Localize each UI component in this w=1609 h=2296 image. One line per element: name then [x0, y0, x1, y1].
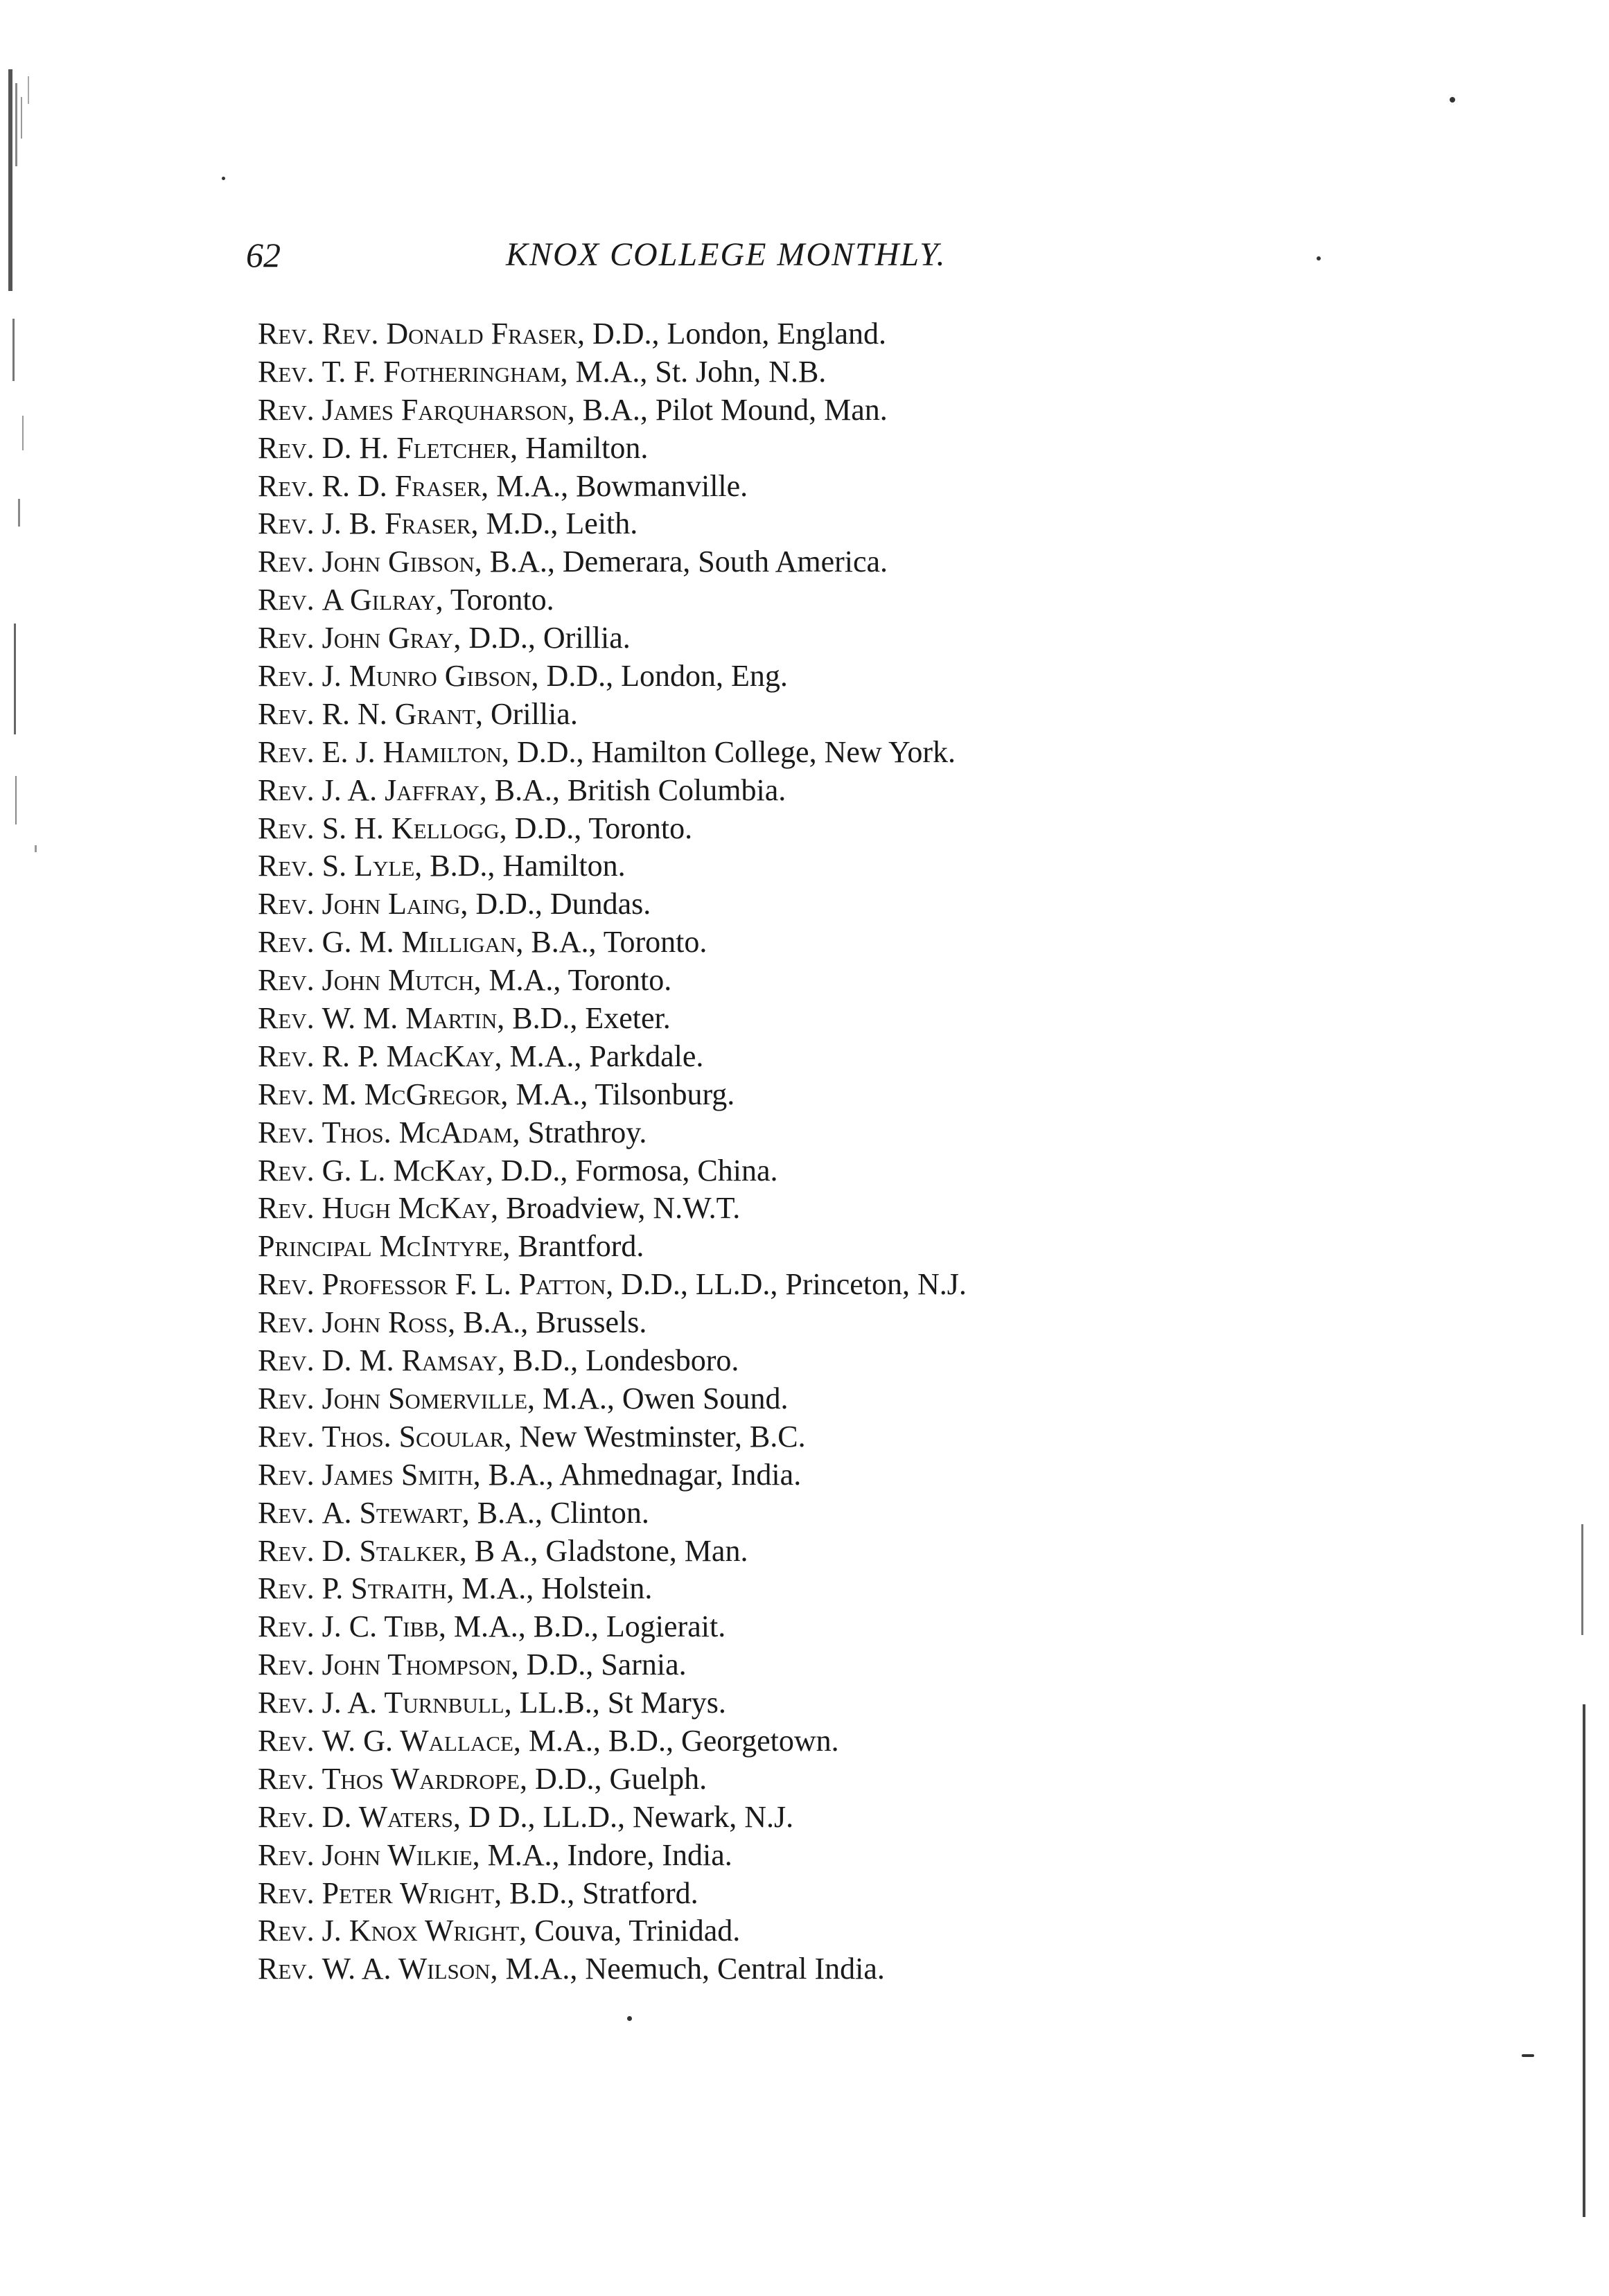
entry-title: Rev. — [258, 1837, 315, 1872]
entry-name: John Wilkie, — [322, 1837, 480, 1872]
entry-title: Rev. — [258, 659, 315, 694]
scan-edge-left — [7, 69, 55, 901]
name-list — [258, 315, 1505, 1988]
entry-details: Hamilton. — [525, 430, 649, 465]
entry-title: Rev. — [258, 1419, 315, 1454]
list-item — [258, 1608, 1505, 1646]
entry-name: T. F. Fotheringham, — [322, 354, 568, 389]
entry-name: P. Straith, — [322, 1571, 455, 1606]
entry-name: A. Stewart, — [322, 1495, 470, 1530]
list-item — [258, 1570, 1505, 1608]
speck — [222, 177, 225, 180]
entry-title: Rev. — [258, 1761, 315, 1796]
entry-name: James Farquharson, — [322, 392, 575, 427]
entry-title: Rev. — [258, 1191, 315, 1226]
entry-details: Orillia. — [490, 696, 578, 731]
entry-details: D.D., LL.D., Princeton, N.J. — [621, 1267, 967, 1302]
entry-title: Rev. — [258, 621, 315, 655]
entry-name: G. M. Milligan, — [322, 925, 524, 960]
entry-details: M.A., B.D., Georgetown. — [528, 1723, 839, 1758]
entry-details: B.A., Brussels. — [463, 1305, 647, 1340]
entry-name: Peter Wright, — [322, 1875, 502, 1910]
entry-title: Rev. — [258, 1609, 315, 1644]
entry-title: Rev. — [258, 506, 315, 541]
entry-title: Rev. — [258, 1686, 315, 1720]
entry-title: Rev. — [258, 1457, 315, 1492]
entry-details: B.A., Ahmednagar, India. — [488, 1457, 802, 1492]
entry-name: R. D. Fraser, — [322, 468, 489, 503]
entry-details: D.D., London, England. — [592, 317, 887, 351]
entry-title: Rev. — [258, 1533, 315, 1568]
entry-title: Rev. — [258, 1381, 315, 1415]
entry-name: D. H. Fletcher, — [322, 430, 518, 465]
entry-name: E. J. Hamilton, — [322, 734, 509, 769]
entry-name: A Gilray, — [322, 583, 443, 617]
entry-name: J. Knox Wright, — [322, 1914, 527, 1948]
entry-details: M.A., B.D., Logierait. — [453, 1609, 726, 1644]
list-item — [258, 962, 1505, 1000]
list-item — [258, 1114, 1505, 1152]
entry-details: M.A., Neemuch, Central India. — [505, 1952, 885, 1986]
speck — [1450, 97, 1455, 103]
entry-details: B.A., Demerara, South America. — [489, 545, 888, 579]
entry-title: Rev. — [258, 1001, 315, 1036]
list-item — [258, 619, 1505, 657]
list-item — [258, 847, 1505, 885]
list-item — [258, 1533, 1505, 1571]
list-item — [258, 1304, 1505, 1342]
entry-title: Rev. — [258, 1495, 315, 1530]
list-item — [258, 1684, 1505, 1722]
entry-name: R. P. MacKay, — [322, 1039, 502, 1073]
list-item — [258, 1152, 1505, 1190]
list-item — [258, 468, 1505, 506]
entry-name: W. M. Martin, — [322, 1001, 505, 1036]
entry-name: S. Lyle, — [322, 849, 423, 883]
entry-name: John Gray, — [322, 621, 461, 655]
entry-details: Brantford. — [518, 1229, 644, 1264]
entry-title: Rev. — [258, 1343, 315, 1378]
entry-details: D.D., Hamilton College, New York. — [516, 734, 956, 769]
list-item — [258, 1266, 1505, 1304]
entry-name: D. M. Ramsay, — [322, 1343, 506, 1378]
entry-details: M.A., Tilsonburg. — [516, 1077, 735, 1111]
entry-details: Strathroy. — [527, 1115, 647, 1149]
list-item — [258, 353, 1505, 391]
list-item — [258, 1837, 1505, 1875]
list-item — [258, 1190, 1505, 1228]
entry-title: Rev. — [258, 545, 315, 579]
list-item — [258, 1722, 1505, 1760]
entry-name: S. H. Kellogg, — [322, 811, 507, 845]
entry-name: Thos. McAdam, — [322, 1115, 520, 1149]
entry-title: Rev. — [258, 468, 315, 503]
entry-details: B.A., British Columbia. — [494, 772, 786, 807]
entry-name: M. McGregor, — [322, 1077, 509, 1111]
list-item — [258, 810, 1505, 848]
entry-details: Toronto. — [450, 583, 554, 617]
entry-title: Rev. — [258, 1875, 315, 1910]
entry-name: McIntyre, — [379, 1229, 511, 1264]
entry-title: Rev. — [258, 1115, 315, 1149]
list-item — [258, 1000, 1505, 1038]
list-item — [258, 924, 1505, 962]
entry-name: John Ross, — [322, 1305, 456, 1340]
entry-details: D.D., Toronto. — [514, 811, 693, 845]
entry-details: M.A., Bowmanville. — [496, 468, 748, 503]
entry-title: Rev. — [258, 1648, 315, 1682]
list-item — [258, 505, 1505, 543]
entry-name: R. N. Grant, — [322, 696, 483, 731]
entry-name: Professor F. L. Patton, — [322, 1267, 614, 1302]
entry-title: Rev. — [258, 392, 315, 427]
entry-details: M.D., Leith. — [486, 506, 638, 541]
entry-details: Couva, Trinidad. — [534, 1914, 741, 1948]
entry-title: Principal — [258, 1229, 372, 1264]
entry-title: Rev. — [258, 811, 315, 845]
entry-details: M.A., Holstein. — [461, 1571, 653, 1606]
entry-details: D.D., Dundas. — [475, 887, 651, 921]
entry-details: B.D., Londesboro. — [513, 1343, 739, 1378]
entry-details: B.D., Stratford. — [509, 1875, 698, 1910]
entry-name: W. G. Wallace, — [322, 1723, 521, 1758]
entry-details: D.D., Orillia. — [468, 621, 631, 655]
page-number: 62 — [246, 236, 281, 274]
list-item — [258, 1228, 1505, 1266]
list-item — [258, 315, 1505, 353]
list-item — [258, 1380, 1505, 1418]
entry-details: Broadview, N.W.T. — [506, 1191, 741, 1226]
entry-name: W. A. Wilson, — [322, 1952, 498, 1986]
speck — [1522, 2054, 1534, 2057]
entry-title: Rev. — [258, 354, 315, 389]
list-item — [258, 1760, 1505, 1799]
list-item — [258, 1799, 1505, 1837]
entry-name: D. Stalker, — [322, 1533, 467, 1568]
entry-title: Rev. — [258, 772, 315, 807]
entry-name: J. A. Jaffray, — [322, 772, 487, 807]
entry-title: Rev. — [258, 1952, 315, 1986]
entry-title: Rev. — [258, 1077, 315, 1111]
entry-title: Rev. — [258, 849, 315, 883]
list-item — [258, 1912, 1505, 1950]
entry-title: Rev. — [258, 1153, 315, 1187]
entry-details: D.D., Formosa, China. — [500, 1153, 778, 1187]
entry-title: Rev. — [258, 1305, 315, 1340]
entry-details: M.A., St. John, N.B. — [575, 354, 827, 389]
entry-details: D.D., London, Eng. — [546, 659, 788, 694]
entry-details: M.A., Parkdale. — [509, 1039, 704, 1073]
speck — [627, 2016, 632, 2021]
journal-title: KNOX COLLEGE MONTHLY. — [506, 236, 947, 273]
entry-name: John Laing, — [322, 887, 468, 921]
entry-name: J. Munro Gibson, — [322, 659, 539, 694]
entry-details: New Westminster, B.C. — [519, 1419, 806, 1454]
entry-details: M.A., Owen Sound. — [543, 1381, 789, 1415]
scan-edge-right — [1573, 1524, 1594, 2217]
running-head — [246, 234, 1341, 276]
list-item — [258, 772, 1505, 810]
list-item — [258, 657, 1505, 696]
list-item — [258, 1456, 1505, 1494]
entry-name: D. Waters, — [322, 1799, 461, 1834]
entry-details: B A., Gladstone, Man. — [474, 1533, 748, 1568]
list-item — [258, 1418, 1505, 1456]
entry-title: Rev. — [258, 963, 315, 998]
list-item — [258, 1875, 1505, 1913]
list-item — [258, 1342, 1505, 1380]
entry-details: M.A., Indore, India. — [487, 1837, 732, 1872]
entry-details: D.D., Guelph. — [535, 1761, 707, 1796]
entry-details: D D., LL.D., Newark, N.J. — [468, 1799, 794, 1834]
entry-title: Rev. — [258, 696, 315, 731]
entry-details: LL.B., St Marys. — [519, 1686, 726, 1720]
entry-details: B.A., Pilot Mound, Man. — [582, 392, 888, 427]
entry-title: Rev. — [258, 925, 315, 960]
entry-name: John Somerville, — [322, 1381, 536, 1415]
list-item — [258, 1950, 1505, 1988]
entry-name: John Thompson, — [322, 1648, 519, 1682]
entry-details: B.D., Exeter. — [512, 1001, 671, 1036]
list-item — [258, 581, 1505, 619]
entry-details: B.A., Clinton. — [477, 1495, 649, 1530]
list-item — [258, 696, 1505, 734]
entry-title: Rev. — [258, 1799, 315, 1834]
entry-title: Rev. — [258, 1723, 315, 1758]
list-item — [258, 1494, 1505, 1533]
entry-details: D.D., Sarnia. — [526, 1648, 687, 1682]
entry-title: Rev. — [258, 1914, 315, 1948]
entry-name: J. A. Turnbull, — [322, 1686, 512, 1720]
list-item — [258, 1076, 1505, 1114]
entry-name: Rev. Donald Fraser, — [322, 317, 585, 351]
entry-title: Rev. — [258, 887, 315, 921]
entry-name: Thos. Scoular, — [322, 1419, 512, 1454]
entry-details: B.D., Hamilton. — [430, 849, 626, 883]
entry-details: B.A., Toronto. — [531, 925, 707, 960]
entry-title: Rev. — [258, 317, 315, 351]
entry-name: J. C. Tibb, — [322, 1609, 446, 1644]
entry-name: James Smith, — [322, 1457, 481, 1492]
list-item — [258, 1038, 1505, 1076]
list-item — [258, 543, 1505, 581]
entry-details: M.A., Toronto. — [489, 963, 672, 998]
entry-name: John Mutch, — [322, 963, 482, 998]
entry-name: J. B. Fraser, — [322, 506, 479, 541]
entry-name: Thos Wardrope, — [322, 1761, 527, 1796]
entry-name: John Gibson, — [322, 545, 482, 579]
entry-title: Rev. — [258, 734, 315, 769]
entry-title: Rev. — [258, 583, 315, 617]
list-item — [258, 1646, 1505, 1684]
list-item — [258, 734, 1505, 772]
list-item — [258, 391, 1505, 430]
entry-title: Rev. — [258, 430, 315, 465]
list-item — [258, 885, 1505, 924]
entry-name: Hugh McKay, — [322, 1191, 499, 1226]
entry-title: Rev. — [258, 1039, 315, 1073]
entry-title: Rev. — [258, 1267, 315, 1302]
list-item — [258, 430, 1505, 468]
entry-title: Rev. — [258, 1571, 315, 1606]
entry-name: G. L. McKay, — [322, 1153, 493, 1187]
